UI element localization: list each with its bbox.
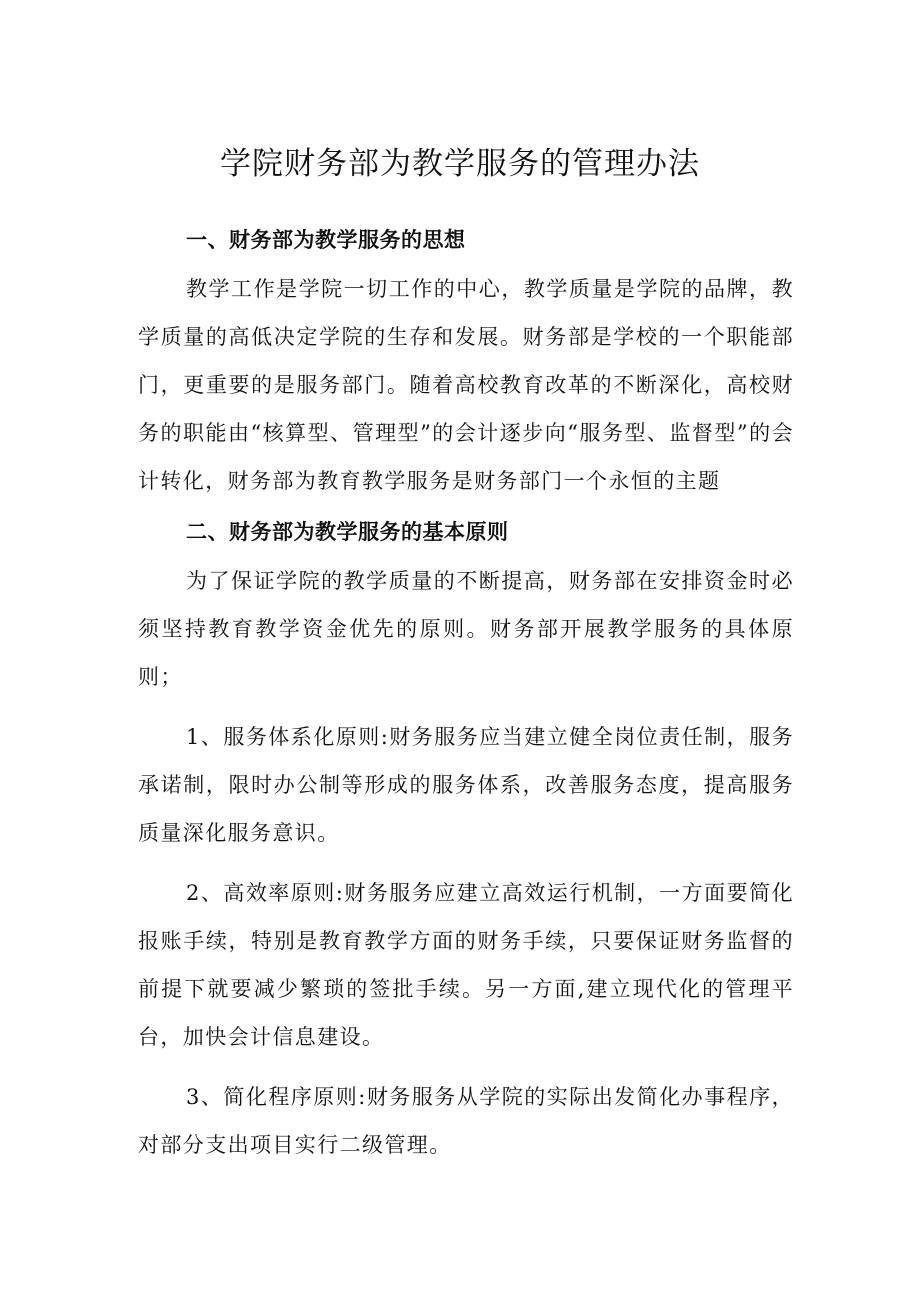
principle-item-1: 1、服务体系化原则:财务服务应当建立健全岗位责任制，服务承诺制，限时办公制等形成的服务体系，改善服务态度，提高服务质量深化服务意识。	[138, 725, 794, 845]
section-1-paragraph-1: 教学工作是学院一切工作的中心，教学质量是学院的品牌，教学质量的高低决定学院的生存和发展。财务部是学校的一个职能部门，更重要的是服务部门。随着高校教育改革的不断深化，高校财务的职能由“核算型、管理型”的会计逐步向“服务型、监督型”的会计转化，财务部为教育教学服务是财务部门一个永恒的主题	[138, 277, 794, 493]
section-2-paragraph-intro: 为了保证学院的教学质量的不断提高，财务部在安排资金时必须坚持教育教学资金优先的原则。财务部开展教学服务的具体原则；	[138, 569, 794, 689]
principle-item-3: 3、简化程序原则:财务服务从学院的实际出发简化办事程序，对部分支出项目实行二级管理。	[138, 1085, 794, 1157]
document-title: 学院财务部为教学服务的管理办法	[220, 146, 700, 182]
section-heading-2: 二、财务部为教学服务的基本原则	[186, 520, 509, 544]
principle-item-2: 2、高效率原则:财务服务应建立高效运行机制，一方面要简化报账手续，特别是教育教学方面的财务手续，只要保证财务监督的前提下就要减少繁琐的签批手续。另一方面,建立现代化的管理平台，加快会计信息建设。	[138, 881, 794, 1049]
section-heading-1: 一、财务部为教学服务的思想	[186, 228, 466, 252]
document-body	[138, 215, 794, 1169]
